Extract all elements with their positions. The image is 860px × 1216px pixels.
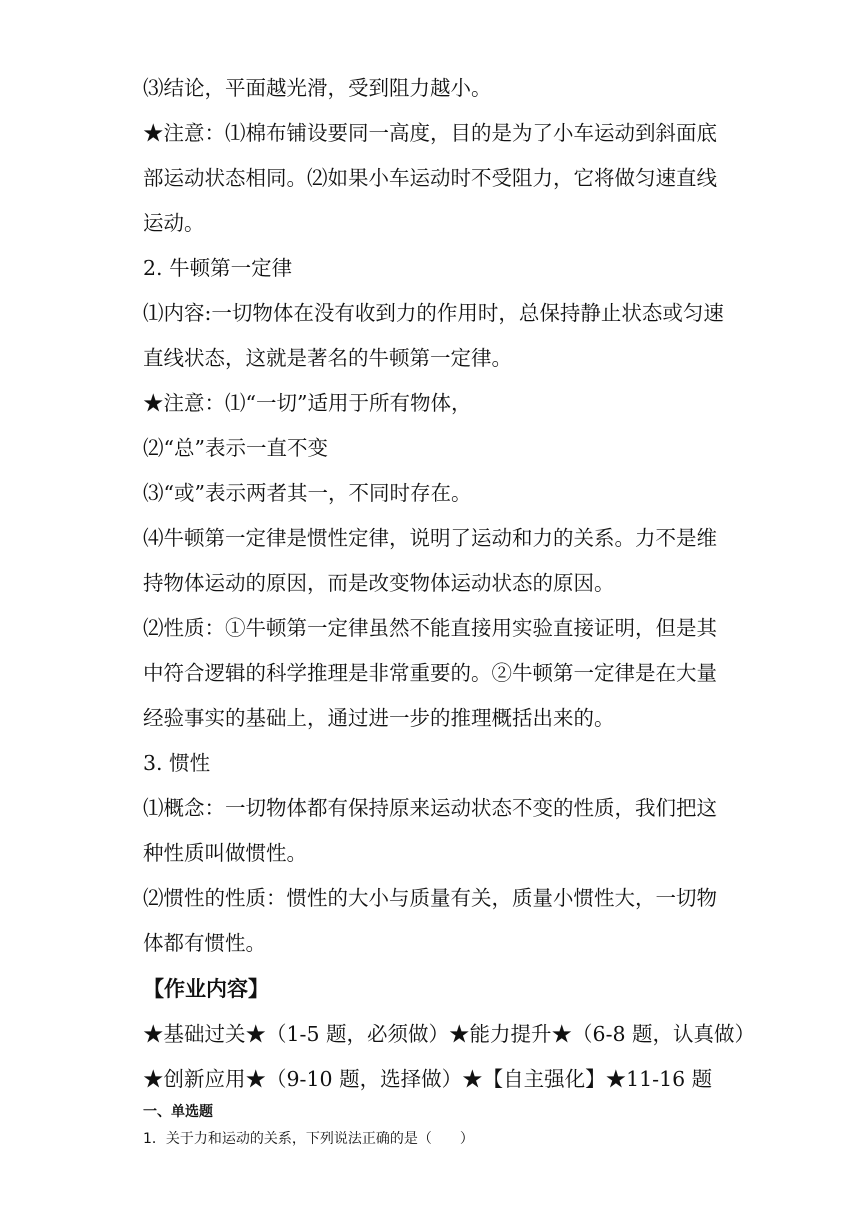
text-line: ⑵惯性的性质：惯性的大小与质量有关，质量小惯性大，一切物 bbox=[143, 886, 717, 910]
text-line: ⑷牛顿第一定律是惯性定律，说明了运动和力的关系。力不是维 bbox=[143, 526, 717, 550]
text-line: 直线状态，这就是著名的牛顿第一定律。 bbox=[143, 346, 512, 370]
text-line: ★注意：⑴“一切”适用于所有物体， bbox=[143, 391, 472, 415]
text-line: ⑵“总”表示一直不变 bbox=[143, 436, 328, 460]
text-line: 种性质叫做惯性。 bbox=[143, 841, 307, 865]
text-line: 持物体运动的原因，而是改变物体运动状态的原因。 bbox=[143, 571, 615, 595]
text-line: 经验事实的基础上，通过进一步的推理概括出来的。 bbox=[143, 706, 615, 730]
text-line: ⑴概念：一切物体都有保持原来运动状态不变的性质，我们把这 bbox=[143, 796, 717, 820]
homework-line: ★基础过关★（1-5 题，必须做）★能力提升★（6-8 题，认真做） bbox=[143, 1022, 756, 1046]
text-line: ⑶“或”表示两者其一，不同时存在。 bbox=[143, 481, 472, 505]
text-line: ⑶结论，平面越光滑，受到阻力越小。 bbox=[143, 76, 492, 100]
text-line: 运动。 bbox=[143, 211, 205, 235]
text-line: 部运动状态相同。⑵如果小车运动时不受阻力，它将做匀速直线 bbox=[143, 166, 717, 190]
text-line: 体都有惯性。 bbox=[143, 931, 266, 955]
section-heading: 3. 惯性 bbox=[143, 751, 211, 775]
section-title: 一、单选题 bbox=[143, 1104, 213, 1120]
homework-line: ★创新应用★（9-10 题，选择做）★【自主强化】★11-16 题 bbox=[143, 1067, 713, 1091]
text-line: ⑵性质：①牛顿第一定律虽然不能直接用实验直接证明，但是其 bbox=[143, 616, 717, 640]
text-line: 中符合逻辑的科学推理是非常重要的。②牛顿第一定律是在大量 bbox=[143, 661, 717, 685]
section-heading: 2. 牛顿第一定律 bbox=[143, 256, 293, 280]
question-1: 1．关于力和运动的关系，下列说法正确的是（ ） bbox=[143, 1131, 474, 1147]
text-line: ⑴内容:一切物体在没有收到力的作用时，总保持静止状态或匀速 bbox=[143, 301, 724, 325]
homework-heading: 【作业内容】 bbox=[143, 977, 269, 1001]
text-line: ★注意：⑴棉布铺设要同一高度，目的是为了小车运动到斜面底 bbox=[143, 121, 717, 145]
